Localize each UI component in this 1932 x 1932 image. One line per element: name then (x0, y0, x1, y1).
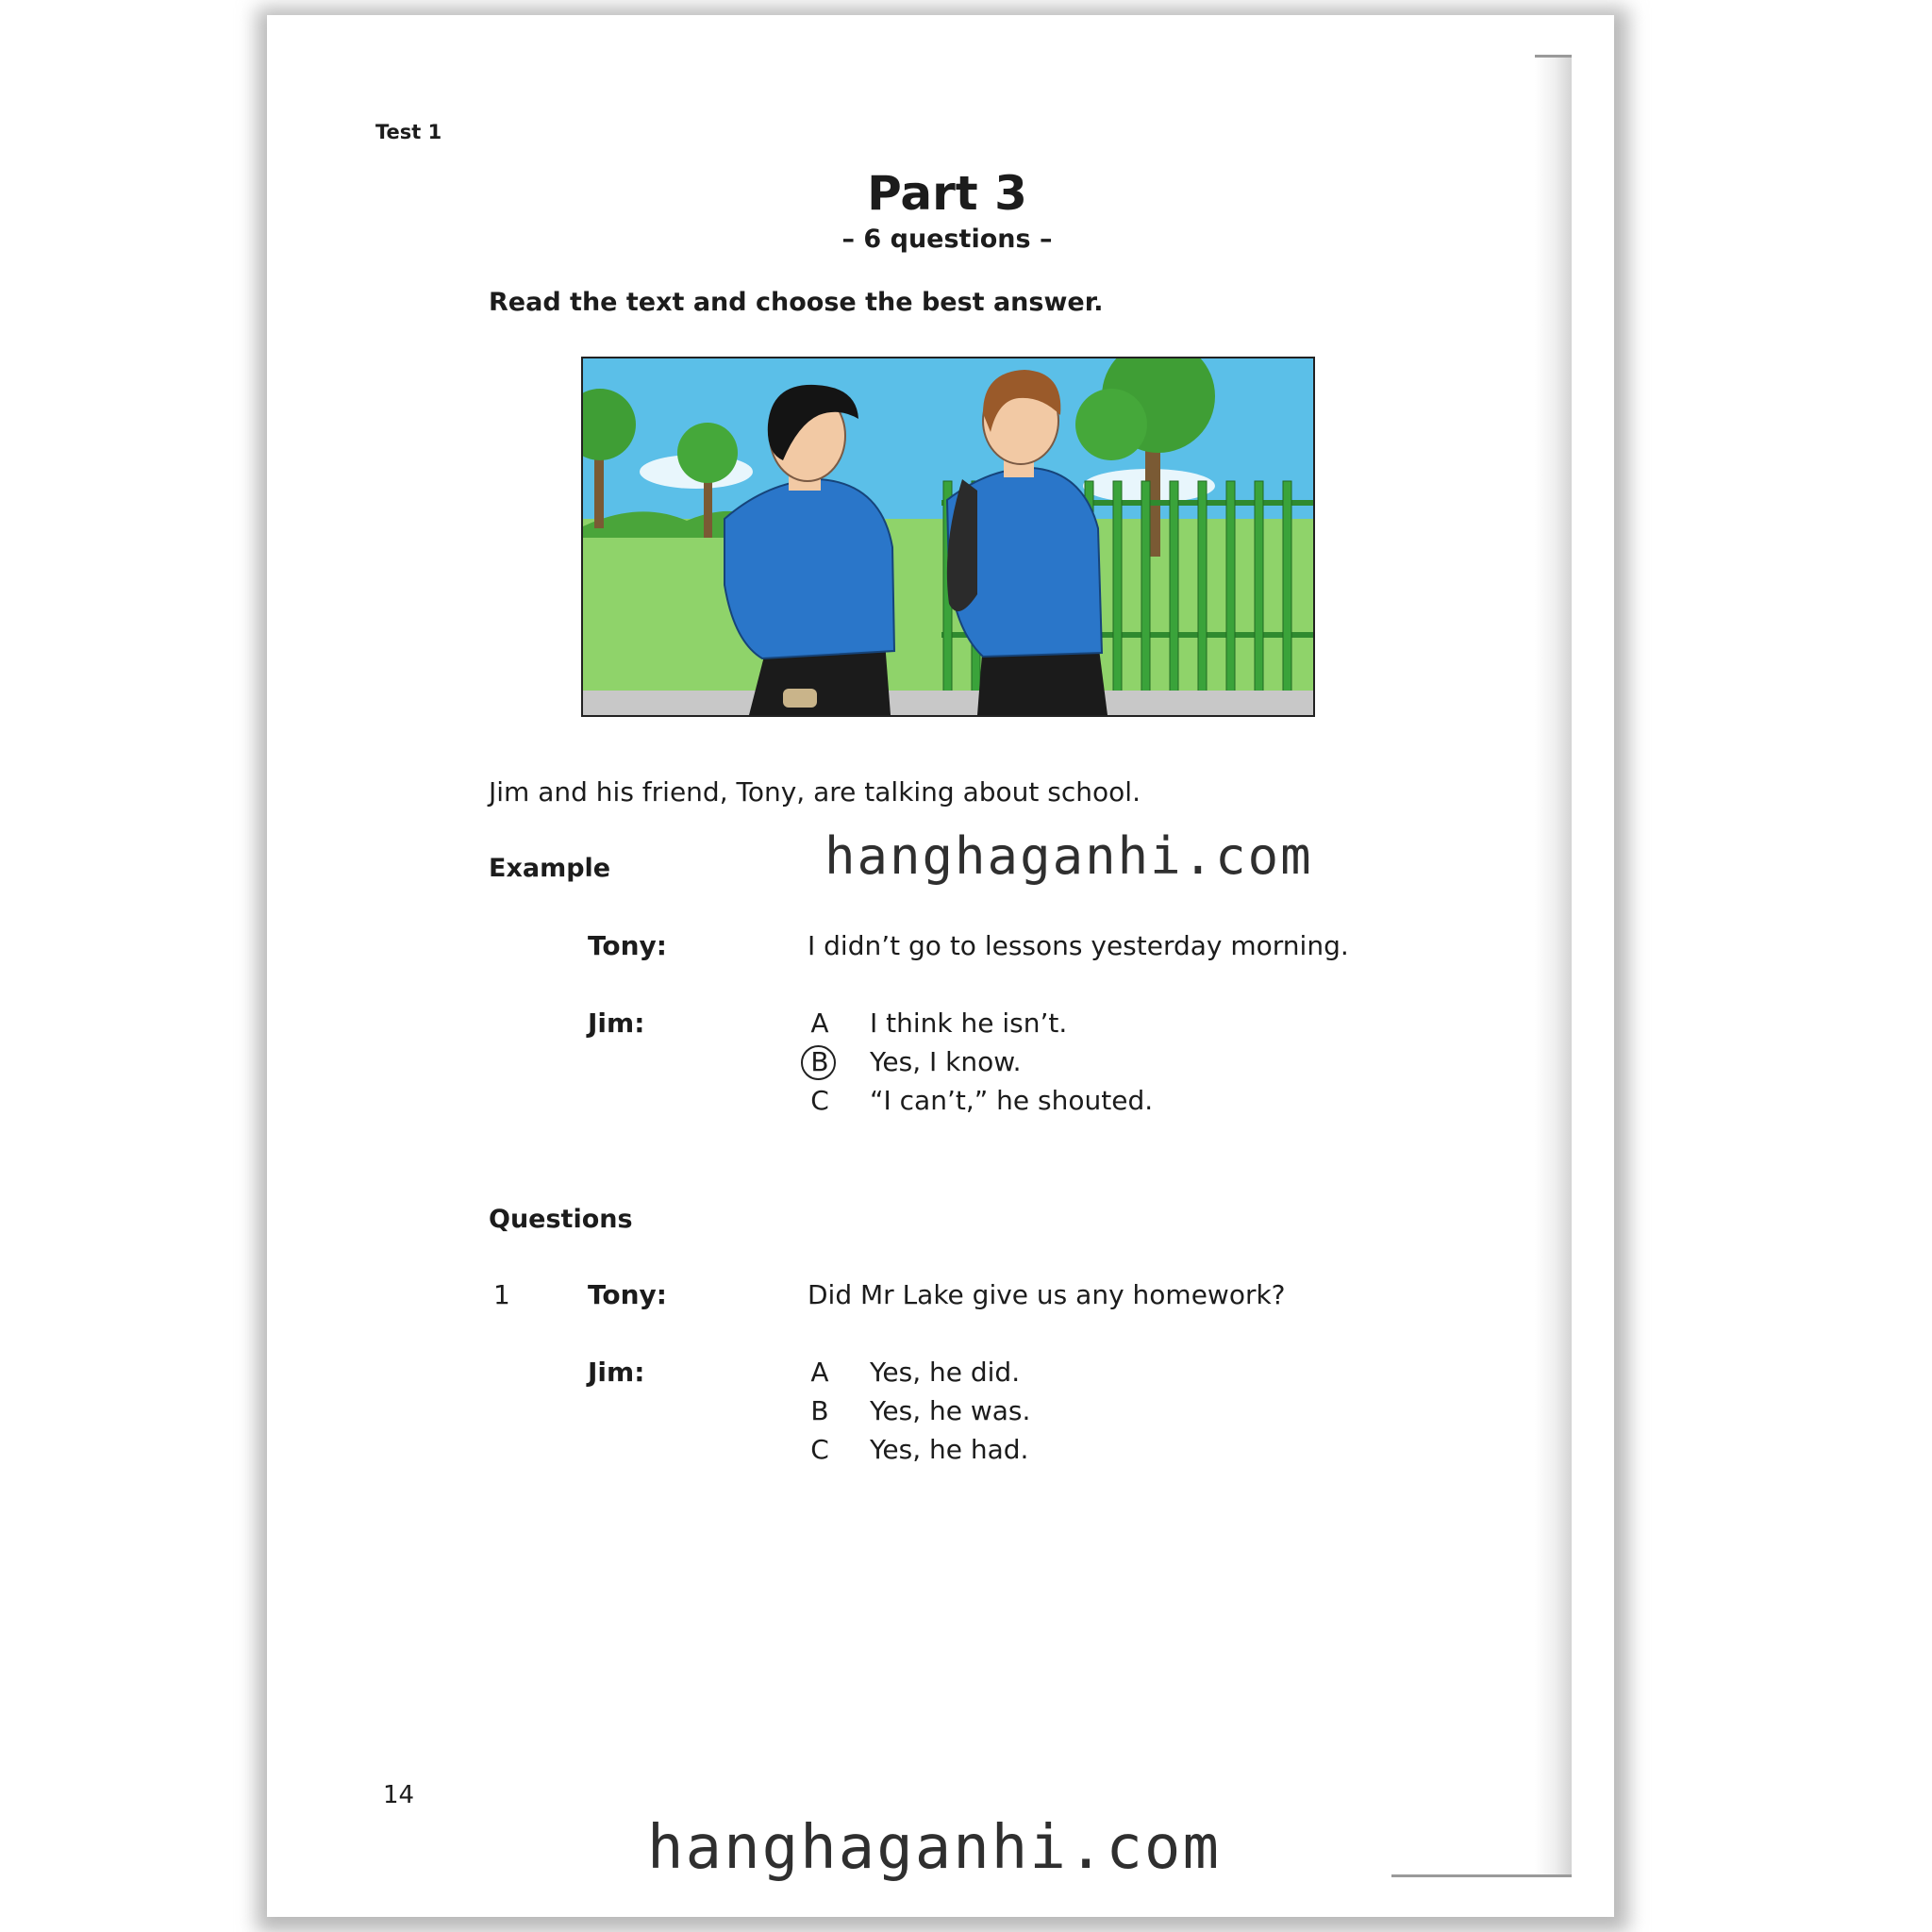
pavement (583, 691, 1313, 715)
example-option-text: “I can’t,” he shouted. (870, 1085, 1154, 1116)
question-option-letter: C (810, 1434, 829, 1465)
page-number: 14 (383, 1781, 415, 1809)
test-label: Test 1 (375, 121, 442, 143)
example-heading: Example (489, 854, 611, 883)
question-prompt-speaker: Tony: (588, 1279, 667, 1310)
question-option-text: Yes, he had. (870, 1434, 1029, 1465)
question-answer-speaker: Jim: (588, 1357, 645, 1388)
example-option-letter: A (810, 1008, 829, 1039)
scene-drawing (583, 358, 1313, 715)
watermark: hanghaganhi.com (824, 826, 1313, 886)
example-option-letter: B (810, 1046, 829, 1077)
question-option-letter: B (810, 1395, 829, 1426)
page-edge-line (1535, 55, 1572, 58)
question-prompt: Did Mr Lake give us any homework? (808, 1279, 1286, 1310)
question-option-text: Yes, he was. (870, 1395, 1031, 1426)
tree (1075, 389, 1147, 460)
page-edge-line (1391, 1874, 1572, 1877)
question-option-letter: A (810, 1357, 829, 1388)
intro-text: Jim and his friend, Tony, are talking about school. (489, 776, 1141, 808)
example-prompt: I didn’t go to lessons yesterday morning. (808, 930, 1349, 961)
question-option-text: Yes, he did. (870, 1357, 1021, 1388)
example-prompt-speaker: Tony: (588, 930, 667, 961)
example-option-text: I think he isn’t. (870, 1008, 1068, 1039)
two-boys-talking-illustration (581, 357, 1315, 717)
page-edge (1535, 57, 1572, 1877)
part-subtitle: – 6 questions – (841, 225, 1053, 254)
tree (677, 423, 738, 483)
question-number: 1 (493, 1279, 510, 1310)
example-option-text: Yes, I know. (870, 1046, 1022, 1077)
watermark: hanghaganhi.com (647, 1813, 1221, 1883)
example-option-letter: C (810, 1085, 829, 1116)
questions-heading: Questions (489, 1205, 633, 1234)
instruction: Read the text and choose the best answer. (489, 288, 1104, 317)
example-answer-speaker: Jim: (588, 1008, 645, 1039)
part-title: Part 3 (867, 166, 1027, 221)
